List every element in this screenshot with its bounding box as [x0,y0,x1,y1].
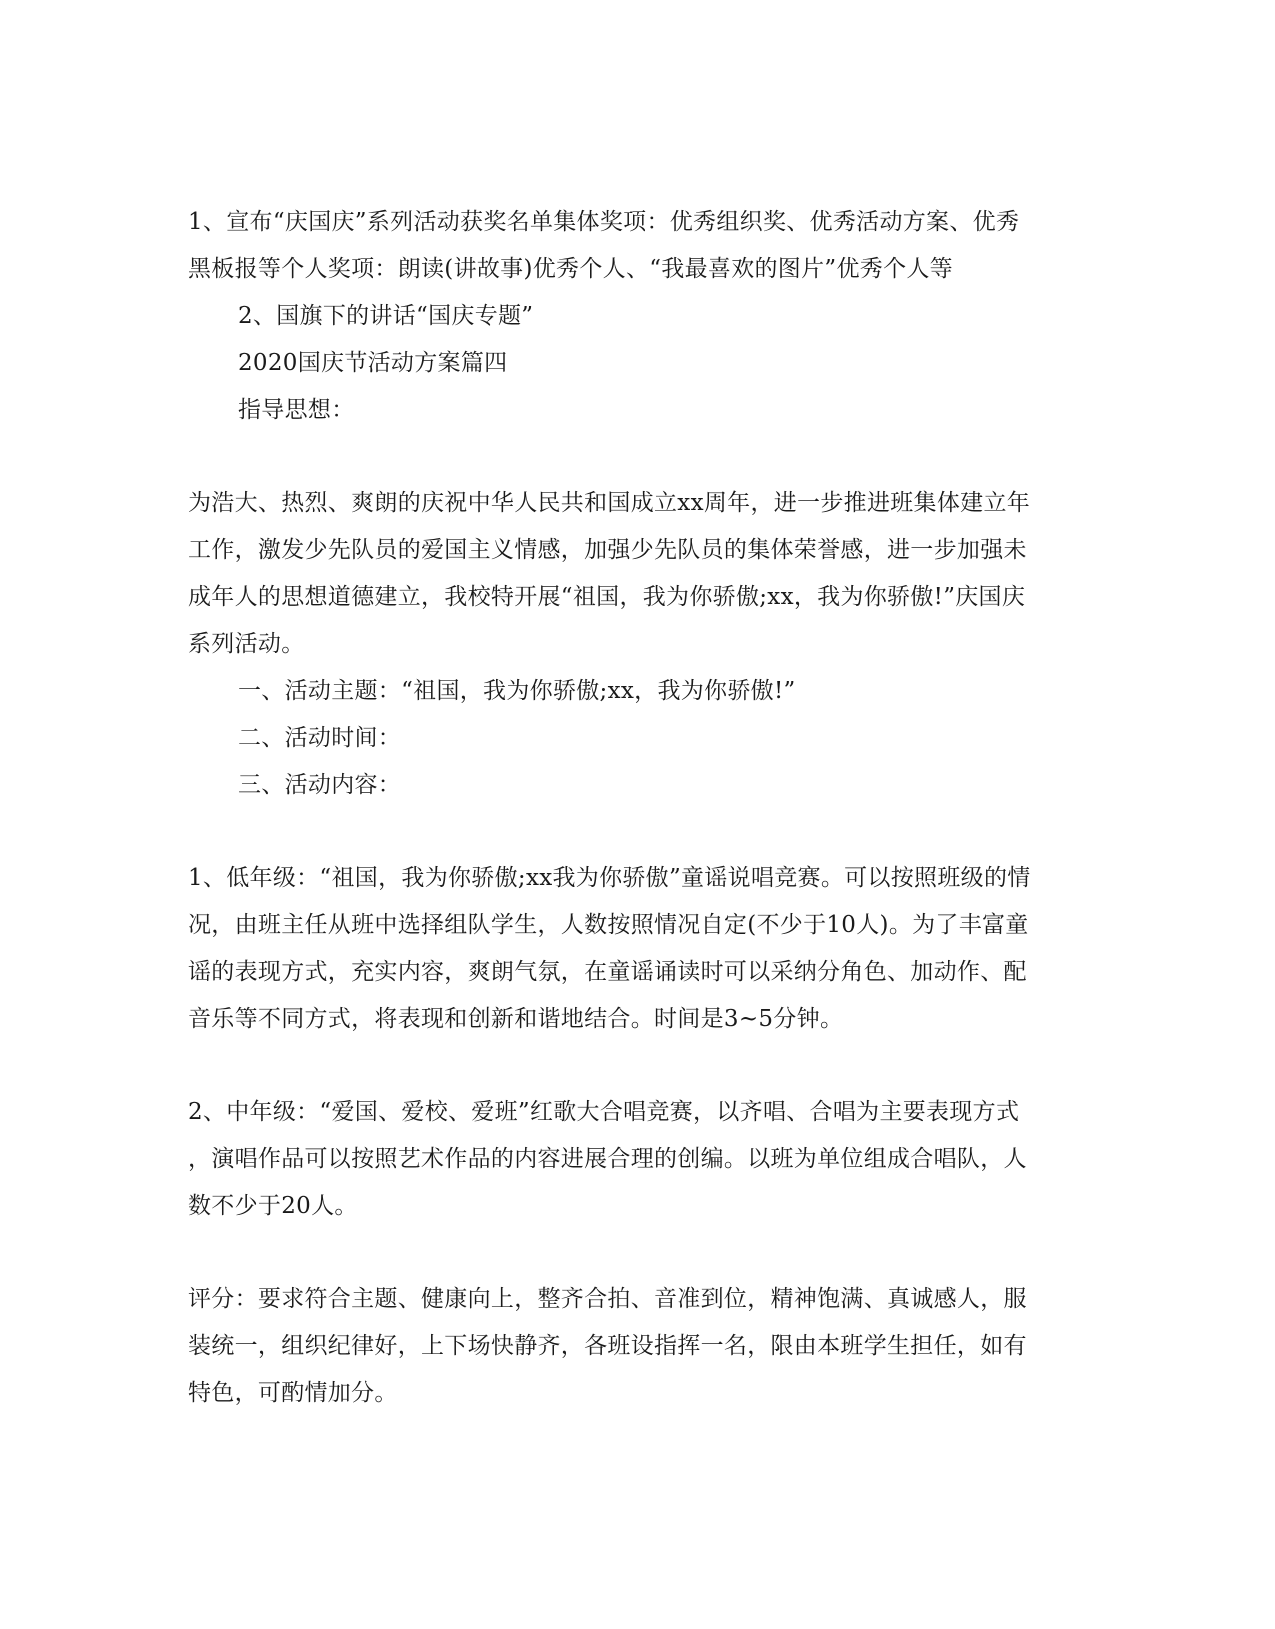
text-line: 工作，激发少先队员的爱国主义情感，加强少先队员的集体荣誉感，进一步加强未 [188,537,1027,563]
text-line: 为浩大、热烈、爽朗的庆祝中华人民共和国成立xx周年，进一步推进班集体建立年 [188,490,1031,516]
text-line: 1、低年级：“祖国，我为你骄傲;xx我为你骄傲”童谣说唱竞赛。可以按照班级的情 [188,865,1031,891]
text-line: 2、国旗下的讲话“国庆专题” [238,303,534,329]
text-line: 音乐等不同方式，将表现和创新和谐地结合。时间是3~5分钟。 [188,1006,844,1032]
text-line: 黑板报等个人奖项：朗读(讲故事)优秀个人、“我最喜欢的图片”优秀个人等 [188,256,953,282]
text-line: 一、活动主题：“祖国，我为你骄傲;xx，我为你骄傲!” [238,678,796,704]
text-line: 指导思想： [238,397,355,423]
text-line: 特色，可酌情加分。 [188,1380,398,1406]
text-line: 1、宣布“庆国庆”系列活动获奖名单集体奖项：优秀组织奖、优秀活动方案、优秀 [188,209,1020,235]
text-line: 成年人的思想道德建立，我校特开展“祖国，我为你骄傲;xx，我为你骄傲!”庆国庆 [188,584,1026,610]
text-line: 二、活动时间： [238,725,402,751]
text-line: 谣的表现方式，充实内容，爽朗气氛，在童谣诵读时可以采纳分角色、加动作、配 [188,959,1027,985]
text-line: 数不少于20人。 [188,1193,358,1219]
text-line: 评分：要求符合主题、健康向上，整齐合拍、音准到位，精神饱满、真诚感人，服 [188,1286,1027,1312]
text-line: ，演唱作品可以按照艺术作品的内容进展合理的创编。以班为单位组成合唱队，人 [188,1146,1027,1172]
text-line: 三、活动内容： [238,772,402,798]
section-heading: 2020国庆节活动方案篇四 [238,350,508,376]
text-line: 况，由班主任从班中选择组队学生，人数按照情况自定(不少于10人)。为了丰富童 [188,912,1029,938]
text-line: 装统一，组织纪律好，上下场快静齐，各班设指挥一名，限由本班学生担任，如有 [188,1333,1027,1359]
text-line: 2、中年级：“爱国、爱校、爱班”红歌大合唱竞赛，以齐唱、合唱为主要表现方式 [188,1099,1020,1125]
text-line: 系列活动。 [188,631,305,657]
